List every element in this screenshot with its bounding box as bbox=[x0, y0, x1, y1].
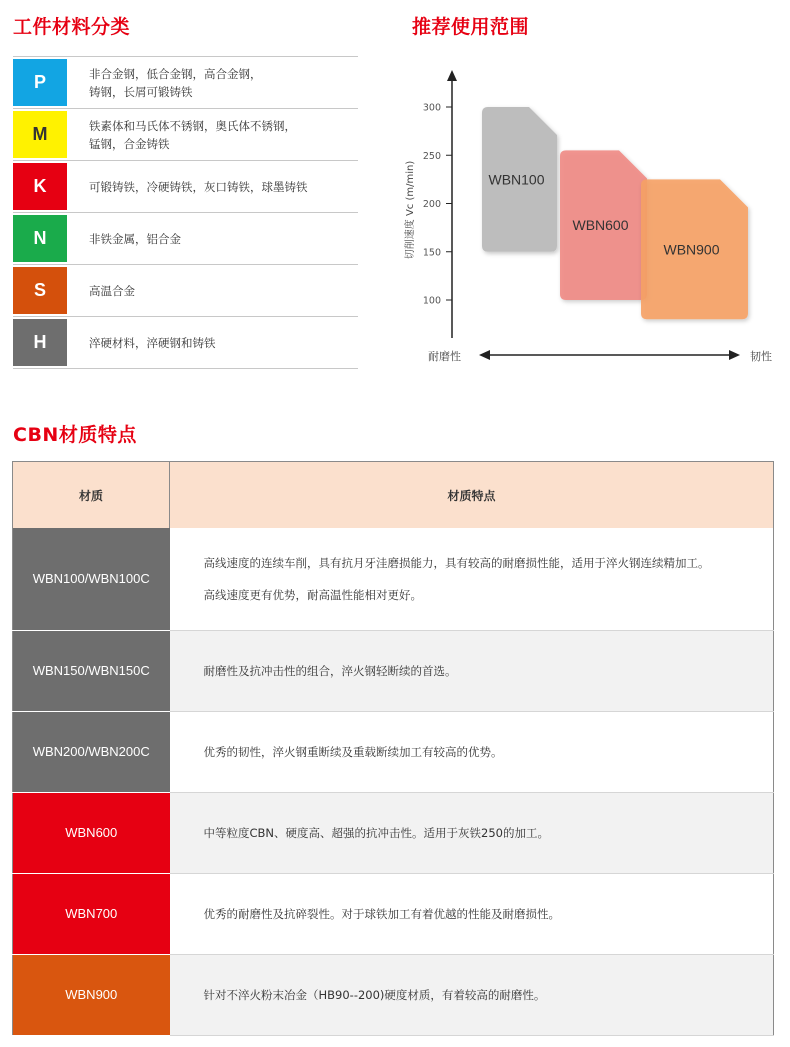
material-row-h bbox=[13, 317, 358, 369]
grade-features-cell bbox=[170, 711, 774, 792]
table-row bbox=[13, 954, 774, 1035]
material-classification-list bbox=[13, 56, 358, 369]
y-axis-ticks bbox=[423, 103, 452, 307]
header-material: 材质 bbox=[13, 462, 170, 529]
cbn-features-table bbox=[12, 461, 774, 1036]
material-row-k bbox=[13, 161, 358, 213]
table-row bbox=[13, 792, 774, 873]
grade-features-cell bbox=[170, 528, 774, 630]
grade-name-cell: WBN100/WBN100C bbox=[13, 528, 170, 630]
grade-features-line: 中等粒度CBN、硬度高、超强的抗冲击性。适用于灰铁250的加工。 bbox=[203, 825, 549, 840]
grade-features-cell bbox=[170, 792, 774, 873]
y-tick-label: 100 bbox=[422, 295, 441, 307]
material-row-p bbox=[13, 56, 358, 109]
material-description bbox=[89, 161, 351, 212]
y-tick-label: 150 bbox=[422, 247, 441, 259]
y-axis-arrow-icon bbox=[447, 70, 457, 81]
material-description-line: 非铁金属，铝合金 bbox=[89, 231, 181, 246]
y-axis-label: 切削速度 Vc (m/min) bbox=[405, 160, 416, 260]
materials-title: 工件材料分类 bbox=[13, 16, 131, 38]
grade-name-cell: WBN600 bbox=[13, 792, 170, 873]
table-row bbox=[13, 711, 774, 792]
material-code-badge: H bbox=[13, 319, 67, 366]
region-label: WBN100 bbox=[488, 171, 545, 188]
grade-features-cell bbox=[170, 873, 774, 954]
material-description bbox=[89, 57, 351, 108]
grade-name-cell: WBN150/WBN150C bbox=[13, 630, 170, 711]
material-description-line: 非合金钢，低合金钢，高合金钢， bbox=[89, 66, 262, 81]
table-row bbox=[13, 528, 774, 630]
material-code-badge: N bbox=[13, 215, 67, 262]
material-description-line: 可锻铸铁，冷硬铸铁，灰口铸铁，球墨铸铁 bbox=[89, 179, 308, 194]
x-axis-right-label: 韧性 bbox=[750, 350, 772, 363]
material-code-badge: K bbox=[13, 163, 67, 210]
grade-name-cell: WBN900 bbox=[13, 954, 170, 1035]
material-description bbox=[89, 265, 351, 316]
grade-features-line: 针对不淬火粉末冶金（HB90--200)硬度材质，有着较高的耐磨性。 bbox=[203, 987, 546, 1002]
grade-features-line: 高线速度的连续车削，具有抗月牙洼磨损能力，具有较高的耐磨损性能，适用于淬火钢连续精加工。 bbox=[203, 555, 710, 570]
header-features: 材质特点 bbox=[170, 462, 774, 529]
material-description-line: 铁素体和马氏体不锈钢，奥氏体不锈钢， bbox=[89, 118, 296, 133]
y-tick-label: 300 bbox=[422, 102, 441, 114]
grade-name-cell: WBN700 bbox=[13, 873, 170, 954]
material-row-m bbox=[13, 109, 358, 161]
x-axis-left-label: 耐磨性 bbox=[428, 350, 461, 363]
table-row bbox=[13, 630, 774, 711]
material-code-badge: S bbox=[13, 267, 67, 314]
application-range-chart bbox=[395, 55, 780, 375]
material-code-badge: P bbox=[13, 59, 67, 106]
region-label: WBN600 bbox=[572, 217, 629, 234]
material-code-badge: M bbox=[13, 111, 67, 158]
y-tick-label: 250 bbox=[422, 150, 441, 162]
material-description-line: 锰钢，合金铸铁 bbox=[89, 136, 170, 151]
grade-features-cell bbox=[170, 954, 774, 1035]
region-label: WBN900 bbox=[663, 241, 720, 258]
material-row-s bbox=[13, 265, 358, 317]
material-description bbox=[89, 317, 351, 368]
material-description-line: 淬硬材料，淬硬钢和铸铁 bbox=[89, 335, 216, 350]
grade-features-line: 优秀的耐磨性及抗碎裂性。对于球铁加工有着优越的性能及耐磨损性。 bbox=[203, 906, 560, 921]
material-description bbox=[89, 213, 351, 264]
grade-features-cell bbox=[170, 630, 774, 711]
grade-features-line: 耐磨性及抗冲击性的组合，淬火钢轻断续的首选。 bbox=[203, 663, 457, 678]
y-tick-label: 200 bbox=[422, 199, 441, 210]
table-row bbox=[13, 873, 774, 954]
x-axis-right-arrow-icon bbox=[729, 350, 740, 360]
table-header-row bbox=[13, 462, 774, 529]
x-axis-left-arrow-icon bbox=[479, 350, 490, 360]
chart-title: 推荐使用范围 bbox=[412, 16, 530, 38]
material-row-n bbox=[13, 213, 358, 265]
material-description-line: 铸钢，长屑可锻铸铁 bbox=[89, 84, 193, 99]
chart-regions bbox=[482, 107, 748, 319]
grade-name-cell: WBN200/WBN200C bbox=[13, 711, 170, 792]
grade-features-line: 优秀的韧性，淬火钢重断续及重载断续加工有较高的优势。 bbox=[203, 744, 503, 759]
cbn-title: CBN材质特点 bbox=[13, 424, 137, 446]
material-description-line: 高温合金 bbox=[89, 283, 135, 298]
material-description bbox=[89, 109, 351, 160]
grade-features-line: 高线速度更有优势，耐高温性能相对更好。 bbox=[203, 587, 422, 602]
